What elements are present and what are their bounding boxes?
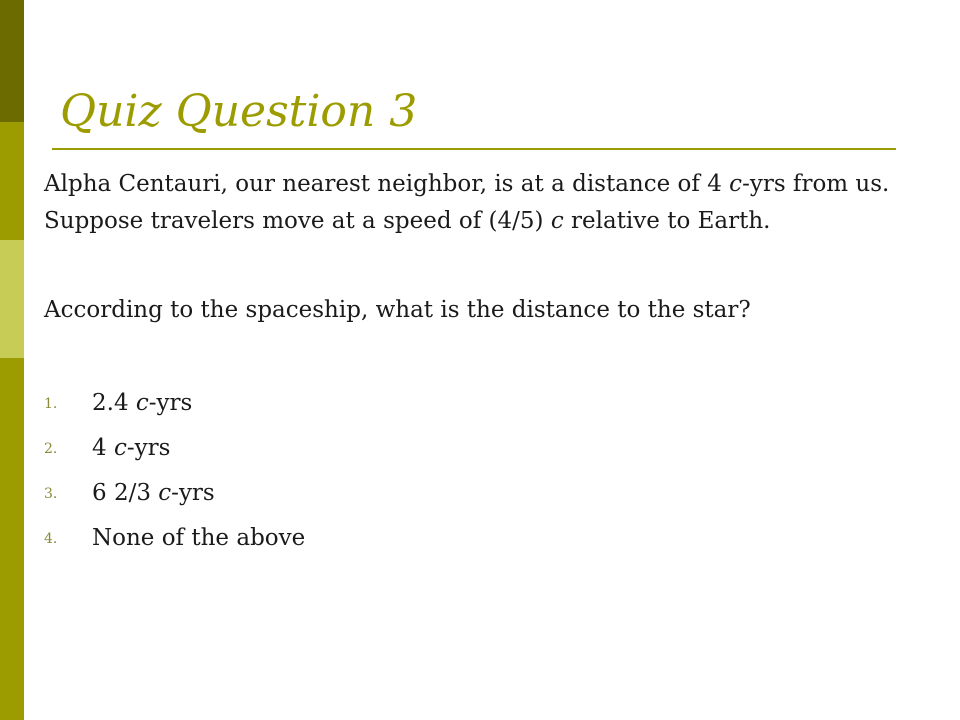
option-number: 4.: [44, 531, 58, 547]
option-text: None of the above: [92, 525, 306, 551]
question-prompt: According to the spaceship, what is the distance to the star?: [44, 297, 751, 323]
option-number: 3.: [44, 486, 58, 502]
sidebar-segment-dark: [0, 0, 24, 122]
title-underline: [52, 148, 896, 150]
slide-sidebar-decoration: [0, 0, 24, 720]
sidebar-segment-light: [0, 240, 24, 358]
question-paragraph: Alpha Centauri, our nearest neighbor, is at a distance of 4 c-yrs from us. Suppose travelers move at a speed of (4/5) c relative to Earth.: [44, 171, 890, 234]
option-number: 2.: [44, 441, 58, 457]
option-text: 2.4 c-yrs: [92, 390, 193, 416]
option-number: 1.: [44, 396, 58, 412]
sidebar-segment-olive: [0, 122, 24, 240]
sidebar-segment-olive-bottom: [0, 358, 24, 720]
option-text: 6 2/3 c-yrs: [92, 480, 215, 506]
slide-title: Quiz Question 3: [60, 86, 418, 137]
option-text: 4 c-yrs: [92, 435, 171, 461]
